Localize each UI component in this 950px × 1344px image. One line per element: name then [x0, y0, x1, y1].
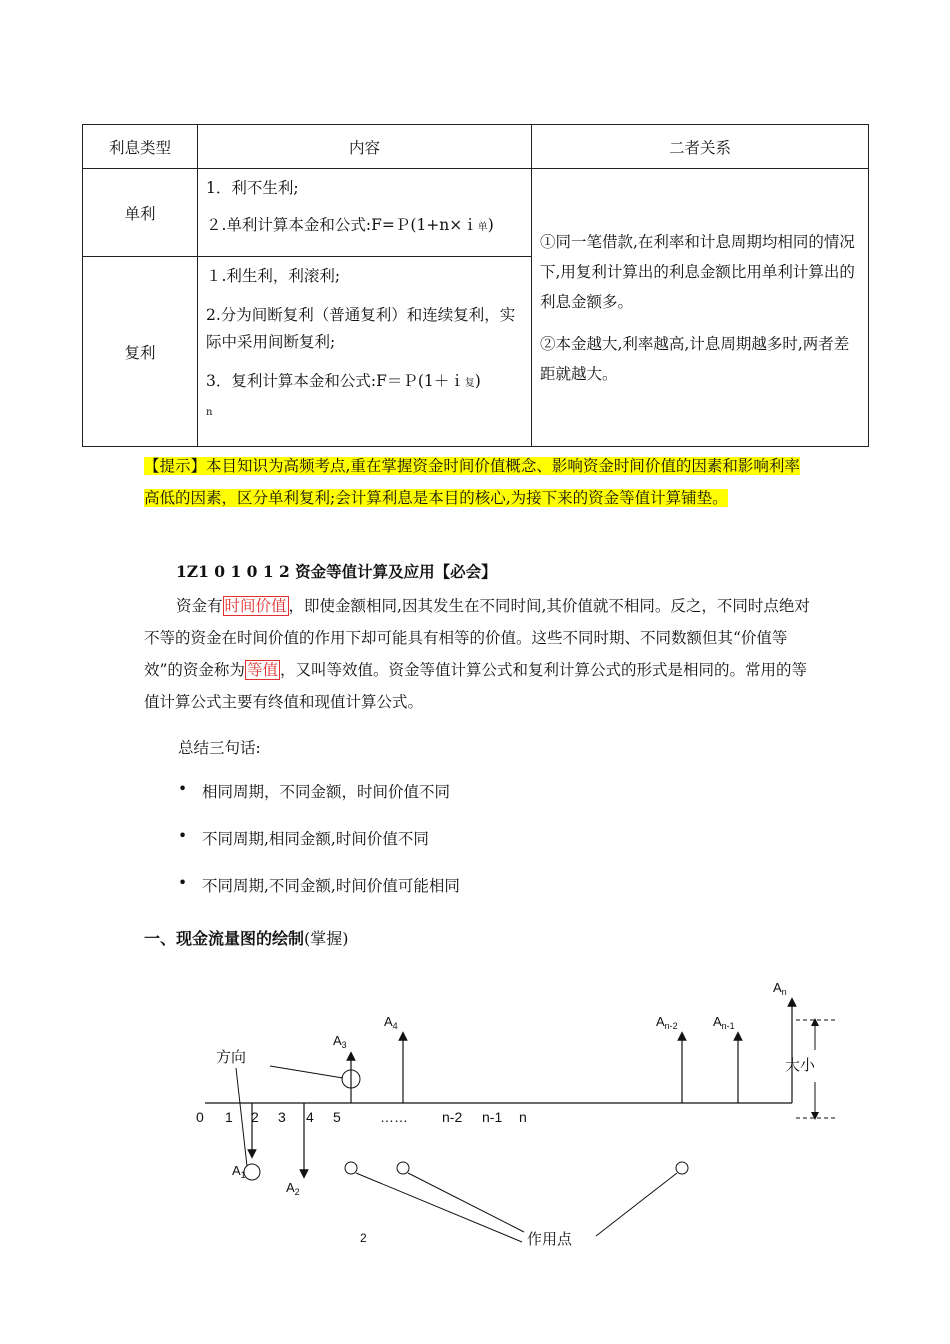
action-pointer-3	[596, 1173, 677, 1236]
direction-label: 方向	[216, 1048, 247, 1066]
axis-label-0: 0	[196, 1109, 204, 1125]
axis-label-4: 4	[306, 1109, 314, 1125]
action-pointer-1	[356, 1173, 522, 1242]
direction-circle-down	[244, 1164, 260, 1180]
compound-type-cell: 复利	[83, 257, 198, 447]
cash-flow-diagram	[0, 970, 950, 1270]
simple-content-cell	[198, 169, 532, 257]
heading-cash-flow: 一、现金流量图的绘制(掌握)	[144, 929, 349, 948]
action-pointer-2	[408, 1173, 524, 1232]
tip-highlight: 【提示】本目知识为高频考点,重在掌握资金时间价值概念、影响资金时间价值的因素和影响利率高低的因素，区分单利复利;会计算利息是本目的核心,为接下来的资金等值计算铺垫。	[144, 457, 800, 507]
interest-comparison-table	[82, 124, 869, 447]
header-relation: 二者关系	[532, 125, 869, 169]
summary-list	[178, 780, 460, 921]
simple-line1: 1．利不生利;	[206, 179, 299, 197]
summary-title: 总结三句话:	[178, 739, 261, 757]
label-A4: $A_4$	[384, 1014, 398, 1031]
relation-point-1: ①同一笔借款,在利率和计息周期均相同的情况下,用复利计算出的利息金额比用单利计算出的利息金额多。	[540, 232, 855, 311]
label-An-1: $A_{n-1}$	[713, 1014, 735, 1031]
equivalence-paragraph: 资金有 时间价值 ，即使金额相同,因其发生在不同时间,其价值就不相同。反之，不同时点绝对不等的资金在时间价值的作用下却可能具有相等的价值。这些不同时期、不同数额但其“价值等效”的资金称为 等值 ，又叫等效值。资金等值计算公式和复利计算公式的形式是相同的。常用的等值计算公式主要有终值和现值计算公式。	[144, 597, 810, 711]
axis-label-n: n	[519, 1109, 527, 1125]
relation-point-2: ②本金越大,利率越高,计息周期越多时,两者差距就越大。	[540, 334, 850, 383]
header-content: 内容	[198, 125, 532, 169]
action-point-3	[676, 1162, 688, 1174]
axis-label-1: 1	[225, 1109, 233, 1125]
relation-cell	[532, 169, 869, 447]
compound-line1: １.利生利，利滚利;	[206, 267, 341, 285]
page-number: 2	[360, 1231, 367, 1245]
direction-pointer-2	[236, 1068, 247, 1166]
header-type: 利息类型	[83, 125, 198, 169]
section-code: 1Z1 0 1 0 1 2 资金等值计算及应用【必会】	[176, 562, 497, 581]
tip-paragraph	[144, 450, 814, 514]
label-An-2: $A_{n-2}$	[656, 1014, 678, 1031]
label-An: $A_n$	[773, 980, 787, 997]
compound-content-cell	[198, 257, 532, 447]
axis-label-5: 5	[333, 1109, 341, 1125]
compound-formula: 3．复利计算本金和公式:F＝Ｐ(1＋ｉ复) n	[206, 372, 481, 418]
size-label: 大小	[785, 1056, 816, 1074]
direction-pointer-1	[270, 1066, 343, 1078]
term-equivalent: 等值	[246, 661, 278, 679]
simple-type-cell: 单利	[83, 169, 198, 257]
axis-label-n-1: n-1	[482, 1109, 503, 1125]
table-header-row	[83, 125, 869, 169]
action-point-2	[397, 1162, 409, 1174]
label-A2: $A_2$	[286, 1180, 300, 1197]
action-point-label: 作用点	[527, 1230, 573, 1248]
label-A1: $A_1$	[232, 1163, 246, 1180]
axis-label-2: 2	[251, 1109, 259, 1125]
axis-label-3: 3	[278, 1109, 286, 1125]
axis-label-ellipsis: ……	[380, 1109, 408, 1125]
compound-line2: 2.分为间断复利（普通复利）和连续复利，实际中采用间断复利;	[206, 306, 516, 351]
axis-label-n-2: n-2	[442, 1109, 463, 1125]
action-point-1	[345, 1162, 357, 1174]
term-time-value: 时间价值	[224, 597, 287, 615]
list-item: • 不同周期,相同金额,时间价值不同	[178, 827, 429, 848]
label-A3: $A_3$	[333, 1033, 347, 1050]
list-item: • 不同周期,不同金额,时间价值可能相同	[178, 874, 460, 895]
table-row-simple	[83, 169, 869, 257]
list-item: • 相同周期，不同金额，时间价值不同	[178, 780, 451, 801]
simple-formula: ２.单利计算本金和公式:F=Ｐ(1+n×ｉ单)	[206, 216, 494, 234]
